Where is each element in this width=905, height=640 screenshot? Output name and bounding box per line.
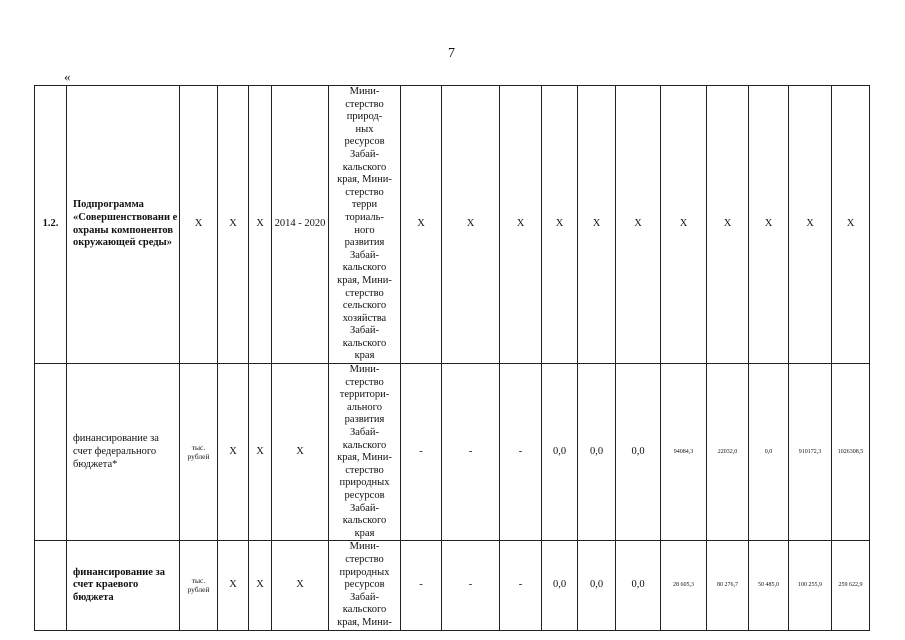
value-cell: 0,0 <box>616 541 661 630</box>
executor-line: Мини- <box>349 364 380 376</box>
value-cell: X <box>789 86 832 364</box>
value-cell: 0,0 <box>616 364 661 541</box>
cell: X <box>249 541 272 630</box>
value-cell: - <box>401 541 442 630</box>
executor-line: природных <box>339 566 390 578</box>
unit-cell: тыс. рублей <box>180 364 218 541</box>
executor-line: сельского <box>342 300 387 312</box>
row-name: финансирование за счет федерального бюджета* <box>67 364 180 541</box>
executor-cell <box>329 541 401 630</box>
value-cell: X <box>661 86 707 364</box>
value-cell: 910172,3 <box>789 364 832 541</box>
value-cell: 100 255,9 <box>789 541 832 630</box>
executor-line: природ- <box>346 111 383 123</box>
value-cell: X <box>832 86 870 364</box>
table-row-subprogram <box>35 86 870 364</box>
executor-line: ториаль- <box>345 211 384 223</box>
row-name: Подпрограмма «Совершенствовани е охраны компонентов окружающей среды» <box>67 86 180 364</box>
value-cell: 0,0 <box>578 541 616 630</box>
value-cell: - <box>500 541 542 630</box>
executor-line: края <box>354 350 375 362</box>
executor-line: природных <box>339 477 390 489</box>
value-cell: 0,0 <box>749 364 789 541</box>
executor-line: стерство <box>345 287 384 299</box>
row-name: финансирование за счет краевого бюджета <box>67 541 180 630</box>
executor-line: стерство <box>345 98 384 110</box>
executor-line: развития <box>344 237 385 249</box>
executor-line: Мини- <box>349 86 380 97</box>
executor-line: терри <box>351 199 378 211</box>
executor-cell <box>329 364 401 541</box>
executor-line: стерство <box>345 464 384 476</box>
value-cell: 0,0 <box>578 364 616 541</box>
executor-line: края, Мини- <box>337 274 392 286</box>
executor-line: ального <box>347 401 382 413</box>
executor-line: Забай- <box>349 591 380 603</box>
executor-line: ресурсов <box>344 136 385 148</box>
years-cell: X <box>272 364 329 541</box>
value-cell: 0,0 <box>542 364 578 541</box>
executor-line: кальского <box>342 439 387 451</box>
executor-line: стерство <box>345 376 384 388</box>
executor-line: Забай- <box>349 325 380 337</box>
executor-line: Мини- <box>349 541 380 553</box>
executor-line: Забай- <box>349 427 380 439</box>
row-number <box>35 364 67 541</box>
page-number: 7 <box>448 46 455 61</box>
unit-cell: X <box>180 86 218 364</box>
executor-line: кальского <box>342 604 387 616</box>
value-cell: 22032,0 <box>707 364 749 541</box>
executor-cell <box>329 86 401 364</box>
value-cell: 1026308,5 <box>832 364 870 541</box>
value-cell: 50 485,0 <box>749 541 789 630</box>
program-table <box>34 85 870 631</box>
value-cell: X <box>749 86 789 364</box>
value-cell: X <box>442 86 500 364</box>
executor-line: кальского <box>342 262 387 274</box>
value-cell: X <box>500 86 542 364</box>
value-cell: 259 622,9 <box>832 541 870 630</box>
executor-line: ных <box>355 123 374 135</box>
cell: X <box>249 86 272 364</box>
executor-line: стерство <box>345 186 384 198</box>
opening-quote: « <box>64 69 71 84</box>
value-cell: X <box>578 86 616 364</box>
value-cell: 94084,3 <box>661 364 707 541</box>
executor-line: края, Мини- <box>337 452 392 464</box>
value-cell: X <box>707 86 749 364</box>
executor-line: кальского <box>342 337 387 349</box>
cell: X <box>249 364 272 541</box>
unit-cell: тыс. рублей <box>180 541 218 630</box>
table-row-federal-budget <box>35 364 870 541</box>
value-cell: - <box>442 364 500 541</box>
executor-line: края, Мини- <box>337 616 392 628</box>
executor-line: Забай- <box>349 502 380 514</box>
row-number: 1.2. <box>35 86 67 364</box>
executor-line: края, Мини- <box>337 174 392 186</box>
executor-line: края <box>354 527 375 539</box>
executor-line: стерство <box>345 553 384 565</box>
row-number <box>35 541 67 630</box>
executor-line: Забай- <box>349 249 380 261</box>
executor-line: хозяйства <box>342 312 387 324</box>
executor-line: развития <box>344 414 385 426</box>
value-cell: - <box>442 541 500 630</box>
executor-line: ресурсов <box>344 490 385 501</box>
value-cell: - <box>500 364 542 541</box>
value-cell: 28 605,3 <box>661 541 707 630</box>
cell: X <box>218 86 249 364</box>
executor-line: Забай- <box>349 148 380 160</box>
value-cell: X <box>542 86 578 364</box>
value-cell: 0,0 <box>542 541 578 630</box>
value-cell: - <box>401 364 442 541</box>
executor-line: ного <box>354 224 375 236</box>
years-cell: X <box>272 541 329 630</box>
executor-line: кальского <box>342 515 387 527</box>
executor-line: территори- <box>339 389 390 401</box>
value-cell: 80 276,7 <box>707 541 749 630</box>
cell: X <box>218 364 249 541</box>
value-cell: X <box>401 86 442 364</box>
table-row-regional-budget <box>35 541 870 630</box>
cell: X <box>218 541 249 630</box>
years-cell: 2014 - 2020 <box>272 86 329 364</box>
value-cell: X <box>616 86 661 364</box>
executor-line: ресурсов <box>344 579 385 591</box>
executor-line: кальского <box>342 161 387 173</box>
